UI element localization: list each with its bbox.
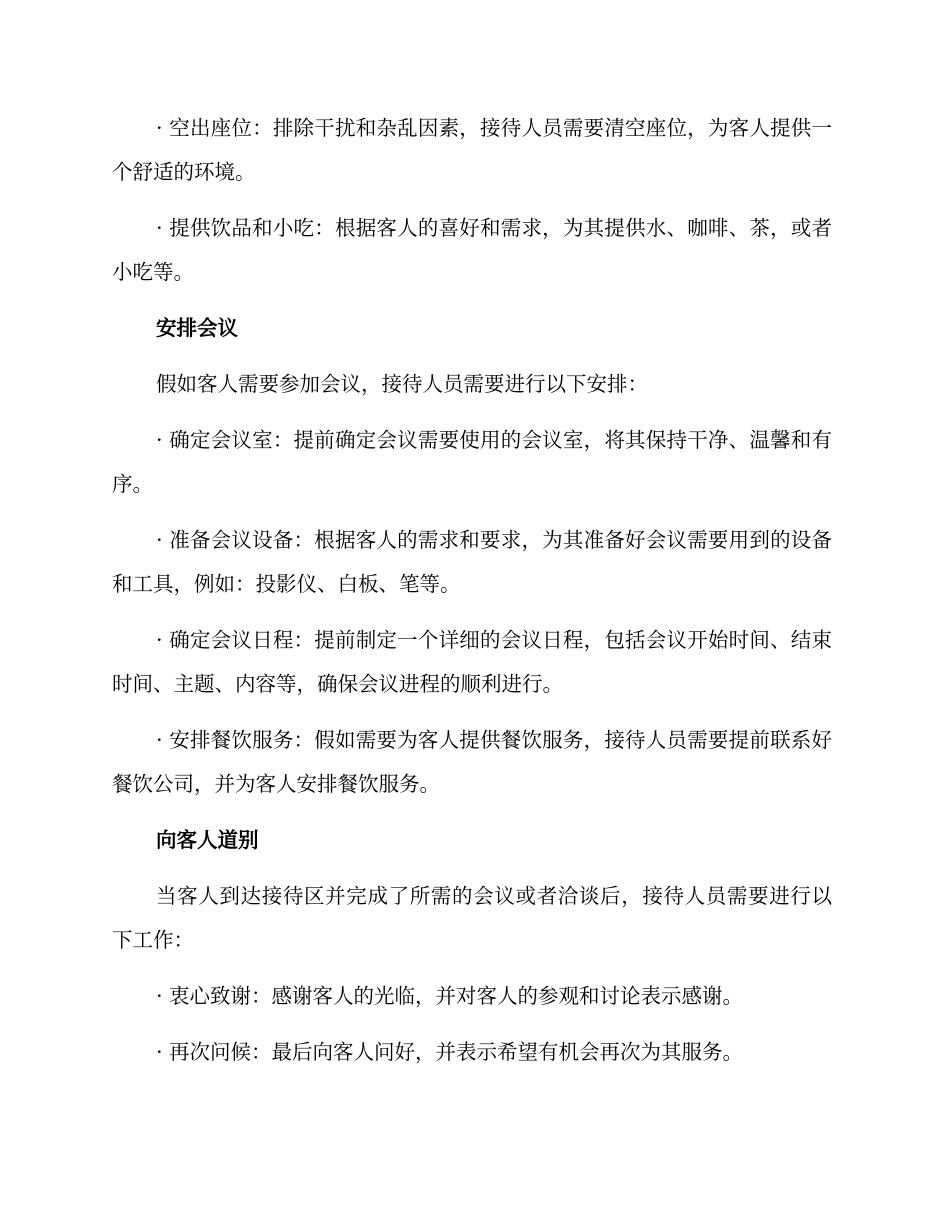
bullet-provide-drinks: · 提供饮品和小吃：根据客人的喜好和需求，为其提供水、咖啡、茶，或者小吃等。 [112,216,832,284]
document-page [112,106,832,1086]
bullet-confirm-room: · 确定会议室：提前确定会议需要使用的会议室，将其保持干净、温馨和有序。 [112,428,832,496]
bullet-catering: · 安排餐饮服务：假如需要为客人提供餐饮服务，接待人员需要提前联系好餐饮公司，并为客人安排餐饮服务。 [112,728,832,796]
section-heading-farewell: 向客人道别 [156,828,259,852]
section-heading-arrange-meeting: 安排会议 [156,316,238,340]
bullet-meeting-schedule: · 确定会议日程：提前制定一个详细的会议日程，包括会议开始时间、结束时间、主题、内容等，确保会议进程的顺利进行。 [112,628,832,696]
bullet-greeting-again: · 再次问候：最后向客人问好，并表示希望有机会再次为其服务。 [156,1040,744,1064]
farewell-intro-paragraph: 当客人到达接待区并完成了所需的会议或者洽谈后，接待人员需要进行以下工作： [112,884,832,952]
meeting-intro-paragraph: 假如客人需要参加会议，接待人员需要进行以下安排： [156,372,648,396]
bullet-clear-seats: · 空出座位：排除干扰和杂乱因素，接待人员需要清空座位，为客人提供一个舒适的环境。 [112,116,832,184]
bullet-thanks: · 衷心致谢：感谢客人的光临，并对客人的参观和讨论表示感谢。 [156,984,744,1008]
bullet-prepare-equipment: · 准备会议设备：根据客人的需求和要求，为其准备好会议需要用到的设备和工具，例如：投影仪、白板、笔等。 [112,528,832,596]
